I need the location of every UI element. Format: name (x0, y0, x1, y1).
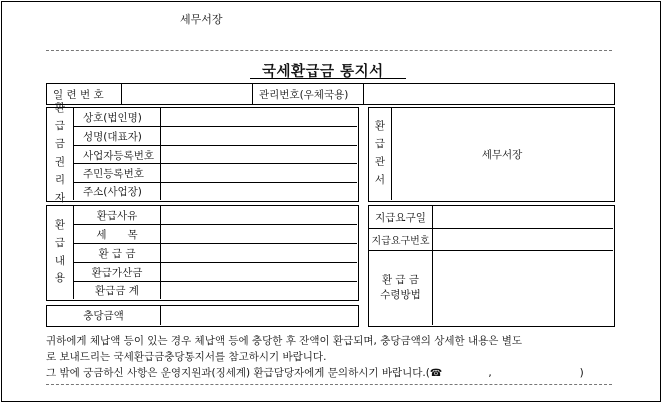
refund-content-block (46, 205, 359, 301)
rights-holder-group-label: 환 급 금 권 리 자 (54, 102, 66, 204)
notice-line-3-separator: , (488, 367, 492, 379)
payment-request-number-label: 지급요구번호 (371, 236, 430, 247)
notice-line-3-close: ) (579, 367, 584, 379)
serial-number-label: 일 련 번 호 (53, 88, 104, 101)
payment-block (368, 205, 615, 327)
address-label: 주소(사업장) (83, 186, 142, 198)
refund-total-label: 환급금 계 (95, 285, 139, 297)
telephone-icon: ☎ (429, 368, 443, 379)
refund-authority-block (368, 107, 615, 202)
business-name-label: 상호(법인명) (83, 111, 142, 124)
appropriation-amount-label: 충당금액 (83, 310, 124, 322)
notice-line-3 (46, 365, 584, 380)
refund-amount-label: 환 급 금 (98, 247, 136, 260)
refund-authority-group-label: 환 급 관 서 (374, 120, 386, 186)
title-underline (250, 78, 406, 79)
bottom-dashed-divider (46, 384, 612, 385)
notice-line-1: 귀하에게 체납액 등이 있는 경우 체납액 등에 충당한 후 잔액이 환급되며, 충당금액의 상세한 내용은 별도 (46, 335, 523, 347)
refund-reason-label: 환급사유 (96, 209, 138, 222)
notice-line-3-text: 그 밖에 궁금하신 사항은 운영지원과(징세계) 환급담당자에게 문의하시기 바랍니다.( (46, 367, 430, 379)
notice-line-2: 로 보내드리는 국세환급금충당통지서를 참고하시기 바랍니다. (46, 351, 327, 363)
resident-registration-label: 주민등록번호 (83, 167, 144, 180)
management-number-label: 관리번호(우체국용) (259, 88, 349, 101)
payment-request-date-label: 지급요구일 (375, 211, 426, 224)
refund-authority-value: 세무서장 (481, 148, 523, 161)
serial-row (46, 83, 615, 105)
refund-receipt-method-label: 환 급 금 수령방법 (380, 274, 421, 301)
document-title: 국세환급금 통지서 (262, 64, 384, 80)
appropriation-amount-block (46, 305, 359, 327)
rights-holder-block (46, 102, 359, 204)
business-registration-label: 사업자등록번호 (83, 149, 155, 162)
office-name-header: 세무서장 (180, 13, 223, 26)
tax-item-label: 세 목 (96, 228, 138, 241)
refund-content-group-label: 환 급 내 용 (54, 218, 66, 285)
representative-name-label: 성명(대표자) (83, 130, 142, 143)
refund-interest-label: 환급가산금 (91, 266, 143, 279)
top-dashed-divider (46, 50, 612, 51)
